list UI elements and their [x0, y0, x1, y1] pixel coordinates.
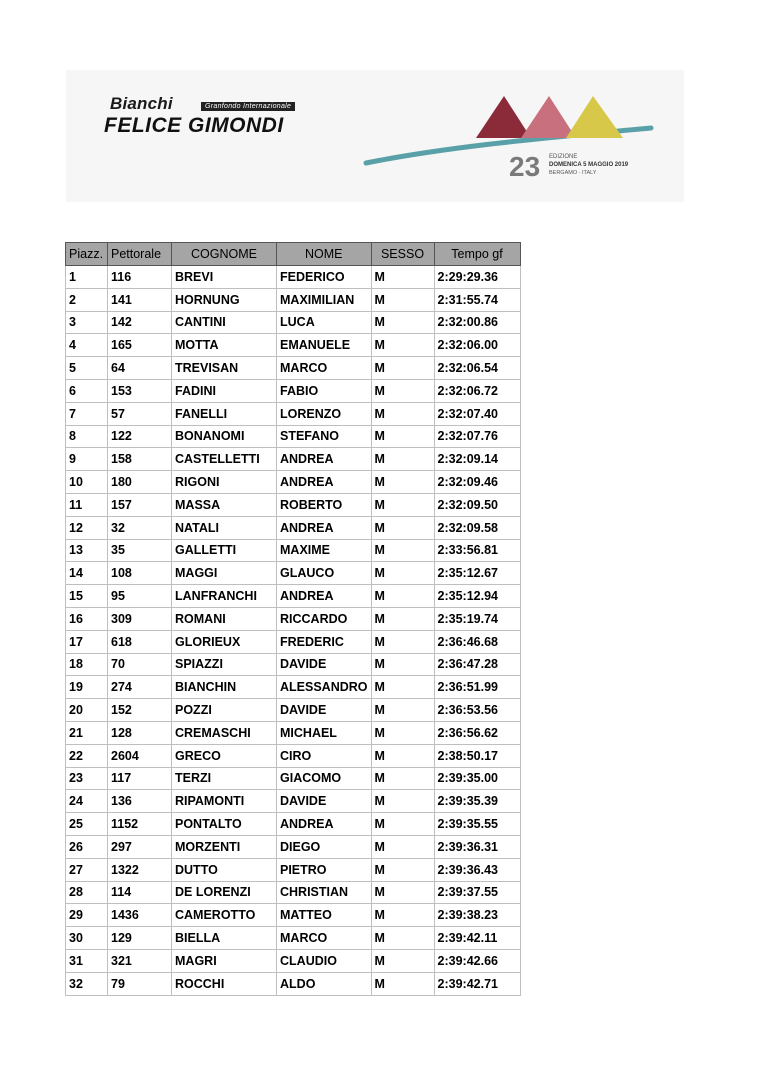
cell-sex: M	[371, 676, 434, 699]
cell-surname: DE LORENZI	[172, 881, 277, 904]
cell-time: 2:39:38.23	[434, 904, 520, 927]
cell-sex: M	[371, 379, 434, 402]
cell-position: 17	[66, 630, 108, 653]
cell-bib: 297	[108, 835, 172, 858]
cell-bib: 157	[108, 493, 172, 516]
cell-position: 25	[66, 813, 108, 836]
cell-time: 2:33:56.81	[434, 539, 520, 562]
cell-sex: M	[371, 471, 434, 494]
cell-surname: GRECO	[172, 744, 277, 767]
cell-time: 2:32:07.76	[434, 425, 520, 448]
cell-name: ANDREA	[277, 813, 372, 836]
header-bib: Pettorale	[108, 243, 172, 266]
cell-bib: 114	[108, 881, 172, 904]
cell-time: 2:39:35.00	[434, 767, 520, 790]
cell-time: 2:35:12.94	[434, 585, 520, 608]
table-header-row	[66, 243, 521, 266]
cell-bib: 180	[108, 471, 172, 494]
cell-time: 2:29:29.36	[434, 266, 520, 289]
cell-name: FEDERICO	[277, 266, 372, 289]
cell-name: STEFANO	[277, 425, 372, 448]
cell-position: 13	[66, 539, 108, 562]
cell-bib: 1322	[108, 858, 172, 881]
cell-name: MARCO	[277, 927, 372, 950]
cell-surname: CAMEROTTO	[172, 904, 277, 927]
table-row	[66, 379, 521, 402]
cell-bib: 2604	[108, 744, 172, 767]
cell-surname: NATALI	[172, 516, 277, 539]
cell-surname: ROMANI	[172, 607, 277, 630]
cell-name: ALDO	[277, 972, 372, 995]
cell-name: MATTEO	[277, 904, 372, 927]
table-row	[66, 721, 521, 744]
cell-bib: 35	[108, 539, 172, 562]
table-row	[66, 813, 521, 836]
cell-time: 2:32:09.58	[434, 516, 520, 539]
cell-sex: M	[371, 562, 434, 585]
edition-line1: EDIZIONE	[549, 154, 578, 160]
cell-name: LUCA	[277, 311, 372, 334]
cell-name: ANDREA	[277, 448, 372, 471]
cell-surname: MAGGI	[172, 562, 277, 585]
cell-surname: MAGRI	[172, 949, 277, 972]
table-row	[66, 858, 521, 881]
cell-position: 23	[66, 767, 108, 790]
table-row	[66, 334, 521, 357]
table-row	[66, 288, 521, 311]
cell-name: CLAUDIO	[277, 949, 372, 972]
cell-surname: GALLETTI	[172, 539, 277, 562]
header-name: NOME	[277, 243, 372, 266]
cell-position: 32	[66, 972, 108, 995]
cell-surname: FADINI	[172, 379, 277, 402]
cell-sex: M	[371, 653, 434, 676]
table-row	[66, 607, 521, 630]
cell-name: GIACOMO	[277, 767, 372, 790]
cell-sex: M	[371, 493, 434, 516]
edition-line2: DOMENICA 5 MAGGIO 2019	[549, 162, 629, 168]
event-banner	[66, 70, 684, 202]
cell-time: 2:32:07.40	[434, 402, 520, 425]
table-row	[66, 357, 521, 380]
cell-name: MICHAEL	[277, 721, 372, 744]
cell-position: 5	[66, 357, 108, 380]
cell-surname: MORZENTI	[172, 835, 277, 858]
pink-peak-icon	[521, 96, 576, 138]
cell-position: 26	[66, 835, 108, 858]
cell-name: PIETRO	[277, 858, 372, 881]
cell-position: 12	[66, 516, 108, 539]
cell-name: ANDREA	[277, 516, 372, 539]
cell-position: 28	[66, 881, 108, 904]
table-row	[66, 835, 521, 858]
cell-position: 18	[66, 653, 108, 676]
cell-position: 9	[66, 448, 108, 471]
cell-time: 2:39:42.11	[434, 927, 520, 950]
cell-surname: CANTINI	[172, 311, 277, 334]
cell-time: 2:32:09.14	[434, 448, 520, 471]
cell-name: CIRO	[277, 744, 372, 767]
cell-name: DAVIDE	[277, 699, 372, 722]
cell-sex: M	[371, 972, 434, 995]
cell-sex: M	[371, 585, 434, 608]
cell-bib: 57	[108, 402, 172, 425]
cell-sex: M	[371, 516, 434, 539]
cell-name: LORENZO	[277, 402, 372, 425]
cell-surname: POZZI	[172, 699, 277, 722]
header-surname: COGNOME	[172, 243, 277, 266]
cell-surname: MOTTA	[172, 334, 277, 357]
cell-position: 22	[66, 744, 108, 767]
cell-sex: M	[371, 790, 434, 813]
cell-surname: TREVISAN	[172, 357, 277, 380]
cell-bib: 142	[108, 311, 172, 334]
cell-bib: 618	[108, 630, 172, 653]
cell-bib: 158	[108, 448, 172, 471]
cell-bib: 165	[108, 334, 172, 357]
cell-name: MAXIME	[277, 539, 372, 562]
cell-position: 19	[66, 676, 108, 699]
cell-surname: RIGONI	[172, 471, 277, 494]
cell-sex: M	[371, 334, 434, 357]
cell-surname: LANFRANCHI	[172, 585, 277, 608]
cell-sex: M	[371, 311, 434, 334]
cell-position: 27	[66, 858, 108, 881]
results-table	[65, 242, 521, 996]
cell-time: 2:32:06.54	[434, 357, 520, 380]
cell-surname: DUTTO	[172, 858, 277, 881]
cell-sex: M	[371, 949, 434, 972]
cell-sex: M	[371, 448, 434, 471]
cell-time: 2:36:56.62	[434, 721, 520, 744]
table-row	[66, 699, 521, 722]
cell-position: 4	[66, 334, 108, 357]
cell-position: 14	[66, 562, 108, 585]
cell-sex: M	[371, 539, 434, 562]
cell-position: 15	[66, 585, 108, 608]
table-row	[66, 927, 521, 950]
cell-name: ROBERTO	[277, 493, 372, 516]
cell-sex: M	[371, 357, 434, 380]
cell-bib: 152	[108, 699, 172, 722]
cell-bib: 1436	[108, 904, 172, 927]
cell-position: 20	[66, 699, 108, 722]
cell-surname: FANELLI	[172, 402, 277, 425]
cell-time: 2:32:06.00	[434, 334, 520, 357]
edition-number: 23	[509, 151, 541, 182]
table-row	[66, 676, 521, 699]
cell-surname: RIPAMONTI	[172, 790, 277, 813]
cell-name: ALESSANDRO	[277, 676, 372, 699]
cell-position: 2	[66, 288, 108, 311]
brand-subtitle: Granfondo Internazionale	[201, 102, 295, 111]
cell-position: 6	[66, 379, 108, 402]
cell-position: 1	[66, 266, 108, 289]
table-row	[66, 562, 521, 585]
cell-sex: M	[371, 904, 434, 927]
cell-bib: 128	[108, 721, 172, 744]
cell-surname: SPIAZZI	[172, 653, 277, 676]
cell-time: 2:35:12.67	[434, 562, 520, 585]
table-row	[66, 402, 521, 425]
cell-bib: 274	[108, 676, 172, 699]
cell-time: 2:39:35.39	[434, 790, 520, 813]
cell-sex: M	[371, 813, 434, 836]
cell-time: 2:39:37.55	[434, 881, 520, 904]
cell-time: 2:35:19.74	[434, 607, 520, 630]
table-row	[66, 972, 521, 995]
cell-position: 11	[66, 493, 108, 516]
cell-sex: M	[371, 402, 434, 425]
cell-name: CHRISTIAN	[277, 881, 372, 904]
cell-bib: 79	[108, 972, 172, 995]
cell-position: 3	[66, 311, 108, 334]
cell-time: 2:39:35.55	[434, 813, 520, 836]
cell-time: 2:32:06.72	[434, 379, 520, 402]
cell-name: FREDERIC	[277, 630, 372, 653]
table-row	[66, 767, 521, 790]
cell-name: MARCO	[277, 357, 372, 380]
cell-sex: M	[371, 927, 434, 950]
cell-position: 10	[66, 471, 108, 494]
yellow-peak-icon	[566, 96, 623, 138]
table-row	[66, 493, 521, 516]
cell-sex: M	[371, 630, 434, 653]
cell-bib: 1152	[108, 813, 172, 836]
cell-surname: PONTALTO	[172, 813, 277, 836]
cell-surname: ROCCHI	[172, 972, 277, 995]
cell-sex: M	[371, 767, 434, 790]
cell-bib: 116	[108, 266, 172, 289]
table-row	[66, 904, 521, 927]
cell-bib: 129	[108, 927, 172, 950]
table-row	[66, 425, 521, 448]
cell-time: 2:39:36.31	[434, 835, 520, 858]
cell-sex: M	[371, 721, 434, 744]
cell-time: 2:38:50.17	[434, 744, 520, 767]
cell-name: RICCARDO	[277, 607, 372, 630]
cell-surname: HORNUNG	[172, 288, 277, 311]
table-row	[66, 653, 521, 676]
cell-time: 2:32:09.50	[434, 493, 520, 516]
cell-surname: BIANCHIN	[172, 676, 277, 699]
table-row	[66, 516, 521, 539]
cell-time: 2:36:47.28	[434, 653, 520, 676]
cell-time: 2:39:42.71	[434, 972, 520, 995]
mountains-logo-icon	[361, 88, 661, 188]
cell-sex: M	[371, 425, 434, 448]
table-row	[66, 630, 521, 653]
cell-bib: 153	[108, 379, 172, 402]
event-title: FELICE GIMONDI	[104, 114, 284, 137]
cell-name: ANDREA	[277, 585, 372, 608]
cell-bib: 136	[108, 790, 172, 813]
table-row	[66, 790, 521, 813]
cell-sex: M	[371, 881, 434, 904]
cell-name: GLAUCO	[277, 562, 372, 585]
cell-sex: M	[371, 835, 434, 858]
cell-bib: 108	[108, 562, 172, 585]
bianchi-logo-text: Bianchi	[110, 94, 173, 113]
cell-surname: CREMASCHI	[172, 721, 277, 744]
cell-bib: 95	[108, 585, 172, 608]
cell-sex: M	[371, 744, 434, 767]
cell-position: 24	[66, 790, 108, 813]
cell-surname: MASSA	[172, 493, 277, 516]
cell-time: 2:36:46.68	[434, 630, 520, 653]
cell-time: 2:32:00.86	[434, 311, 520, 334]
header-sex: SESSO	[371, 243, 434, 266]
cell-bib: 321	[108, 949, 172, 972]
cell-time: 2:39:42.66	[434, 949, 520, 972]
table-row	[66, 539, 521, 562]
table-row	[66, 266, 521, 289]
table-row	[66, 744, 521, 767]
cell-position: 8	[66, 425, 108, 448]
cell-bib: 309	[108, 607, 172, 630]
cell-position: 31	[66, 949, 108, 972]
cell-bib: 117	[108, 767, 172, 790]
table-row	[66, 949, 521, 972]
cell-time: 2:31:55.74	[434, 288, 520, 311]
header-position: Piazz.	[66, 243, 108, 266]
red-peak-icon	[476, 96, 531, 138]
cell-surname: BREVI	[172, 266, 277, 289]
cell-surname: BONANOMI	[172, 425, 277, 448]
cell-time: 2:36:51.99	[434, 676, 520, 699]
cell-name: DIEGO	[277, 835, 372, 858]
cell-position: 29	[66, 904, 108, 927]
cell-sex: M	[371, 699, 434, 722]
table-row	[66, 448, 521, 471]
table-row	[66, 471, 521, 494]
cell-time: 2:39:36.43	[434, 858, 520, 881]
cell-time: 2:36:53.56	[434, 699, 520, 722]
table-row	[66, 585, 521, 608]
cell-name: ANDREA	[277, 471, 372, 494]
cell-bib: 70	[108, 653, 172, 676]
table-row	[66, 881, 521, 904]
cell-bib: 122	[108, 425, 172, 448]
cell-sex: M	[371, 858, 434, 881]
cell-name: EMANUELE	[277, 334, 372, 357]
cell-name: DAVIDE	[277, 653, 372, 676]
cell-position: 16	[66, 607, 108, 630]
cell-name: DAVIDE	[277, 790, 372, 813]
cell-position: 30	[66, 927, 108, 950]
cell-sex: M	[371, 266, 434, 289]
cell-name: FABIO	[277, 379, 372, 402]
cell-position: 7	[66, 402, 108, 425]
cell-sex: M	[371, 607, 434, 630]
cell-position: 21	[66, 721, 108, 744]
cell-surname: BIELLA	[172, 927, 277, 950]
cell-surname: TERZI	[172, 767, 277, 790]
cell-bib: 32	[108, 516, 172, 539]
cell-bib: 141	[108, 288, 172, 311]
cell-surname: GLORIEUX	[172, 630, 277, 653]
table-row	[66, 311, 521, 334]
cell-time: 2:32:09.46	[434, 471, 520, 494]
cell-bib: 64	[108, 357, 172, 380]
header-time: Tempo gf	[434, 243, 520, 266]
edition-line3: BERGAMO · ITALY	[549, 170, 597, 176]
cell-surname: CASTELLETTI	[172, 448, 277, 471]
cell-sex: M	[371, 288, 434, 311]
cell-name: MAXIMILIAN	[277, 288, 372, 311]
